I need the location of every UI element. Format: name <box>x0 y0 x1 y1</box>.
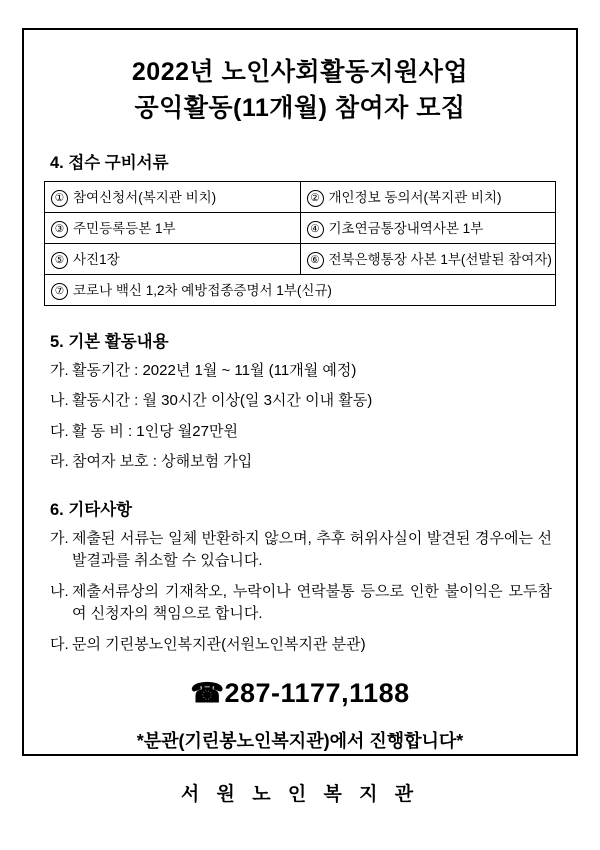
branch-note: *분관(기린봉노인복지관)에서 진행합니다* <box>136 731 464 751</box>
poster-content <box>24 30 576 806</box>
table-cell <box>45 181 301 212</box>
list-item-marker: 가. <box>50 529 69 547</box>
item-text: 참여신청서(복지관 비치) <box>73 189 217 205</box>
organization-name: 서 원 노 인 복 지 관 <box>180 784 420 805</box>
list-item-text: 활동시간 : 월 30시간 이상(일 3시간 이내 활동) <box>72 392 373 409</box>
item-number: ① <box>51 190 68 207</box>
table-cell <box>300 181 556 212</box>
item-number: ④ <box>307 221 324 238</box>
item-text: 기초연금통장내역사본 1부 <box>328 220 484 236</box>
list-item-marker: 나. <box>50 392 69 409</box>
item-text: 사진1장 <box>73 251 120 267</box>
item-text: 코로나 백신 1,2차 예방접종증명서 1부(신규) <box>73 282 332 298</box>
documents-table <box>44 181 556 306</box>
poster-page <box>22 28 578 805</box>
etc-heading: 6. 기타사항 <box>50 500 133 519</box>
list-item <box>50 451 552 474</box>
list-item-text: 활 동 비 : 1인당 월27만원 <box>72 422 238 440</box>
list-item-marker: 나. <box>50 582 69 600</box>
table-row <box>45 243 556 274</box>
table-cell <box>45 212 301 243</box>
item-text: 주민등록등본 1부 <box>73 220 176 236</box>
list-item <box>50 421 552 444</box>
table-cell <box>300 243 556 274</box>
table-row <box>45 274 556 305</box>
table-row <box>45 181 556 212</box>
title-line-2: 공익활동(11개월) 참여자 모집 <box>134 94 466 123</box>
table-row <box>45 212 556 243</box>
contact-phone: ☎287-1177,1188 <box>190 678 410 708</box>
list-item-text: 제출서류상의 기재착오, 누락이나 연락불통 등으로 인한 불이익은 모두참여 신청자의 책임으로 합니다. <box>72 582 552 622</box>
list-item <box>50 581 552 626</box>
item-number: ③ <box>51 221 68 238</box>
activity-list <box>44 360 556 474</box>
list-item <box>50 634 552 657</box>
poster-title <box>44 54 556 127</box>
list-item <box>50 360 552 383</box>
list-item-text: 문의 기린봉노인복지관(서원노인복지관 분관) <box>72 635 366 653</box>
list-item-marker: 다. <box>50 635 69 653</box>
item-number: ② <box>307 190 324 207</box>
list-item-text: 참여자 보호 : 상해보험 가입 <box>72 453 253 470</box>
item-number: ⑥ <box>307 252 324 269</box>
item-text: 전북은행통장 사본 1부(선발된 참여자) <box>328 251 552 267</box>
list-item-text: 활동기간 : 2022년 1월 ~ 11월 (11개월 예정) <box>72 361 357 379</box>
list-item-text: 제출된 서류는 일체 반환하지 않으며, 추후 허위사실이 발견된 경우에는 선발결과를 취소할 수 있습니다. <box>72 529 552 569</box>
item-number: ⑦ <box>51 283 68 300</box>
activity-heading: 5. 기본 활동내용 <box>50 332 169 351</box>
list-item-marker: 가. <box>50 361 69 379</box>
item-number: ⑤ <box>51 252 68 269</box>
list-item <box>50 390 552 413</box>
list-item-marker: 라. <box>50 453 69 470</box>
documents-heading: 4. 접수 구비서류 <box>50 153 169 172</box>
list-item-marker: 다. <box>50 422 69 440</box>
item-text: 개인정보 동의서(복지관 비치) <box>328 189 502 205</box>
table-cell <box>300 212 556 243</box>
title-line-1: 2022년 노인사회활동지원사업 <box>131 58 469 86</box>
table-cell <box>45 243 301 274</box>
list-item <box>50 528 552 573</box>
etc-list <box>44 528 556 657</box>
table-cell <box>45 274 556 305</box>
